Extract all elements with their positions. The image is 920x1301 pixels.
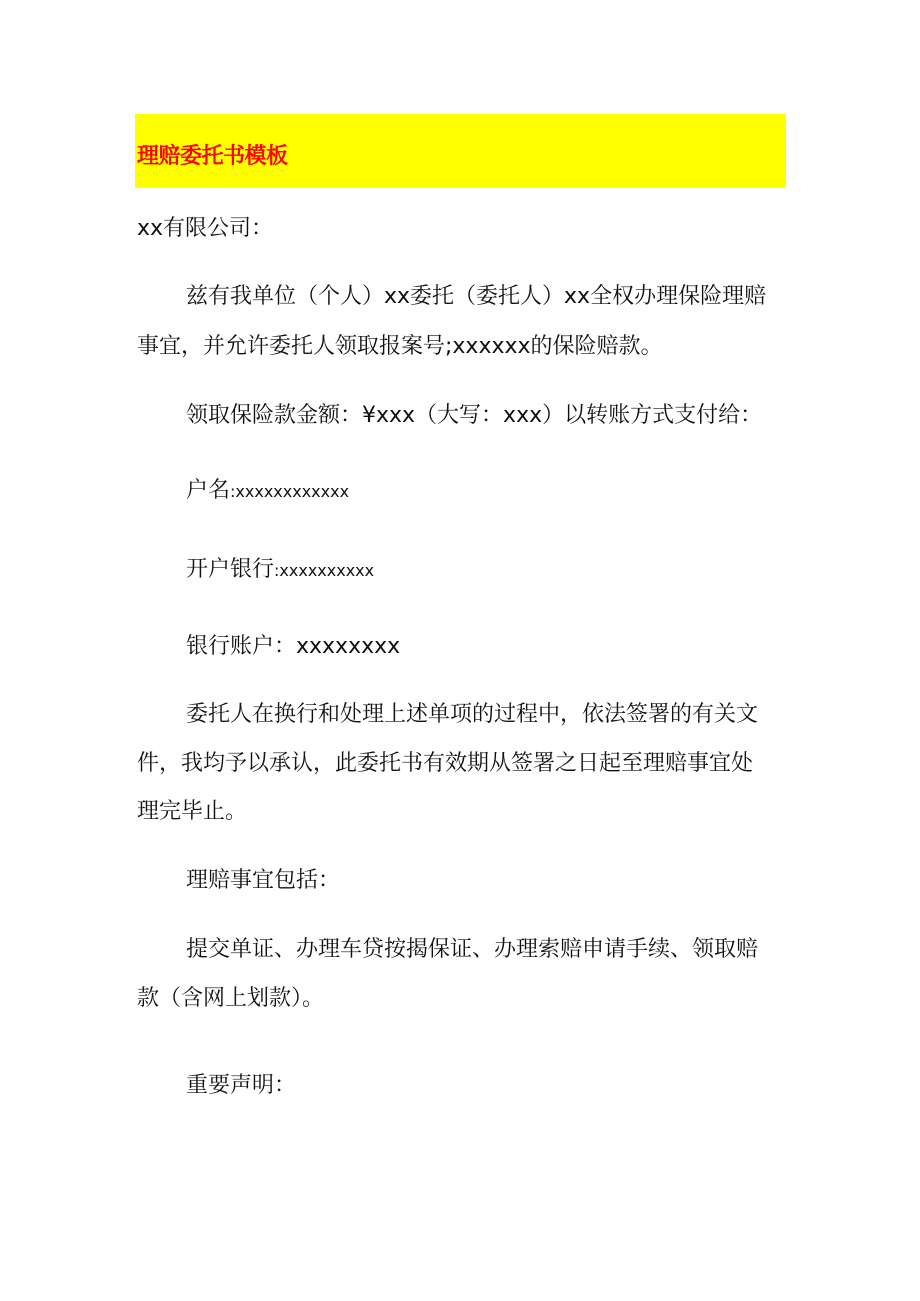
notice-heading: 重要声明： bbox=[186, 1073, 297, 1098]
addressee: xx有限公司： bbox=[137, 216, 274, 241]
account-name-line bbox=[186, 476, 349, 507]
bank-line bbox=[186, 555, 374, 586]
bank-account-line: 银行账户：xxxxxxxx bbox=[186, 634, 401, 659]
paragraph-1-line-1: 兹有我单位（个人）xx委托（委托人）xx全权办理保险理赔 bbox=[186, 284, 767, 309]
payment-amount-line: 领取保险款金额：¥xxx（大写：xxx）以转账方式支付给： bbox=[186, 403, 763, 428]
scope-line-2: 款（含网上划款）。 bbox=[137, 986, 325, 1011]
scope-line-1: 提交单证、办理车贷按揭保证、办理索赔申请手续、领取赔 bbox=[186, 937, 759, 962]
document-title: 理赔委托书模板 bbox=[137, 143, 288, 169]
bank-label: 开户银行 bbox=[186, 557, 275, 582]
account-name-value: :xxxxxxxxxxxx bbox=[230, 482, 350, 501]
account-name-label: 户名 bbox=[186, 478, 231, 503]
bank-value: :xxxxxxxxxx bbox=[274, 561, 375, 580]
paragraph-2-line-3: 理完毕止。 bbox=[137, 799, 248, 824]
paragraph-2-line-2: 件，我均予以承认，此委托书有效期从签署之日起至理赔事宜处 bbox=[137, 751, 754, 776]
scope-heading: 理赔事宜包括： bbox=[186, 868, 341, 893]
title-banner bbox=[135, 114, 786, 188]
paragraph-1-line-2: 事宜，并允许委托人领取报案号;xxxxxx的保险赔款。 bbox=[137, 334, 663, 359]
paragraph-2-line-1: 委托人在换行和处理上述单项的过程中，依法签署的有关文 bbox=[186, 702, 759, 727]
